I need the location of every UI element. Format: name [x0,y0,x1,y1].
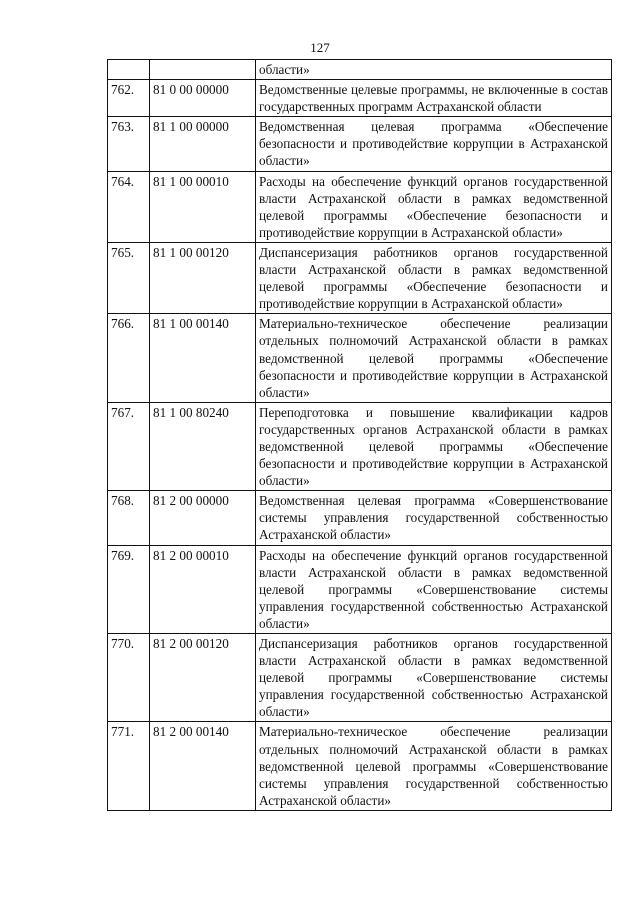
row-number: 765. [108,242,150,313]
table-row [108,117,612,171]
row-name: области» [256,60,612,80]
row-name: Ведомственная целевая программа «Обеспечение безопасности и противодействие коррупции в Астраханской области» [256,117,612,171]
row-code: 81 2 00 00000 [150,491,256,545]
row-name: Переподготовка и повышение квалификации кадров государственных органов Астраханской области в рамках ведомственной целевой программы «Обеспечение безопасности и противодействие коррупции в Астраханской области» [256,402,612,490]
page-number: 127 [310,40,330,55]
table-row [108,634,612,722]
row-code: 81 2 00 00120 [150,634,256,722]
row-name: Расходы на обеспечение функций органов государственной власти Астраханской области в рамках ведомственной целевой программы «Совершенствование системы управления государственной собственностью Астраханской области» [256,545,612,633]
row-code: 81 2 00 00140 [150,722,256,810]
row-name: Ведомственные целевые программы, не включенные в состав государственных программ Астраханской области [256,80,612,117]
row-name: Материально-техническое обеспечение реализации отдельных полномочий Астраханской области в рамках ведомственной целевой программы «Совершенствование системы управления государственной собственностью Астраханской области» [256,722,612,810]
row-number: 767. [108,402,150,490]
table-row [108,314,612,402]
row-name: Материально-техническое обеспечение реализации отдельных полномочий Астраханской области в рамках ведомственной целевой программы «Обеспечение безопасности и противодействие коррупции в Астраханской области» [256,314,612,402]
row-code: 81 1 00 00140 [150,314,256,402]
row-number: 770. [108,634,150,722]
table-row [108,80,612,117]
row-name: Расходы на обеспечение функций органов государственной власти Астраханской области в рамках ведомственной целевой программы «Обеспечение безопасности и противодействие коррупции в Астраханской области» [256,171,612,242]
table-row [108,545,612,633]
row-code: 81 1 00 00010 [150,171,256,242]
row-number: 762. [108,80,150,117]
table-row [108,60,612,80]
row-name: Диспансеризация работников органов государственной власти Астраханской области в рамках ведомственной целевой программы «Обеспечение безопасности и противодействие коррупции в Астраханской области» [256,242,612,313]
row-code: 81 1 00 80240 [150,402,256,490]
table-row [108,171,612,242]
budget-classification-table [107,59,612,811]
row-number: 771. [108,722,150,810]
table-row [108,242,612,313]
row-code: 81 0 00 00000 [150,80,256,117]
table-row [108,722,612,810]
row-code: 81 1 00 00000 [150,117,256,171]
table-row [108,402,612,490]
row-name: Диспансеризация работников органов государственной власти Астраханской области в рамках ведомственной целевой программы «Совершенствование системы управления государственной собственностью Астраханской области» [256,634,612,722]
row-code: 81 1 00 00120 [150,242,256,313]
row-number: 768. [108,491,150,545]
table-row [108,491,612,545]
row-code: 81 2 00 00010 [150,545,256,633]
row-name: Ведомственная целевая программа «Совершенствование системы управления государственной собственностью Астраханской области» [256,491,612,545]
row-code [150,60,256,80]
row-number: 763. [108,117,150,171]
row-number: 764. [108,171,150,242]
row-number: 766. [108,314,150,402]
row-number: 769. [108,545,150,633]
row-number [108,60,150,80]
